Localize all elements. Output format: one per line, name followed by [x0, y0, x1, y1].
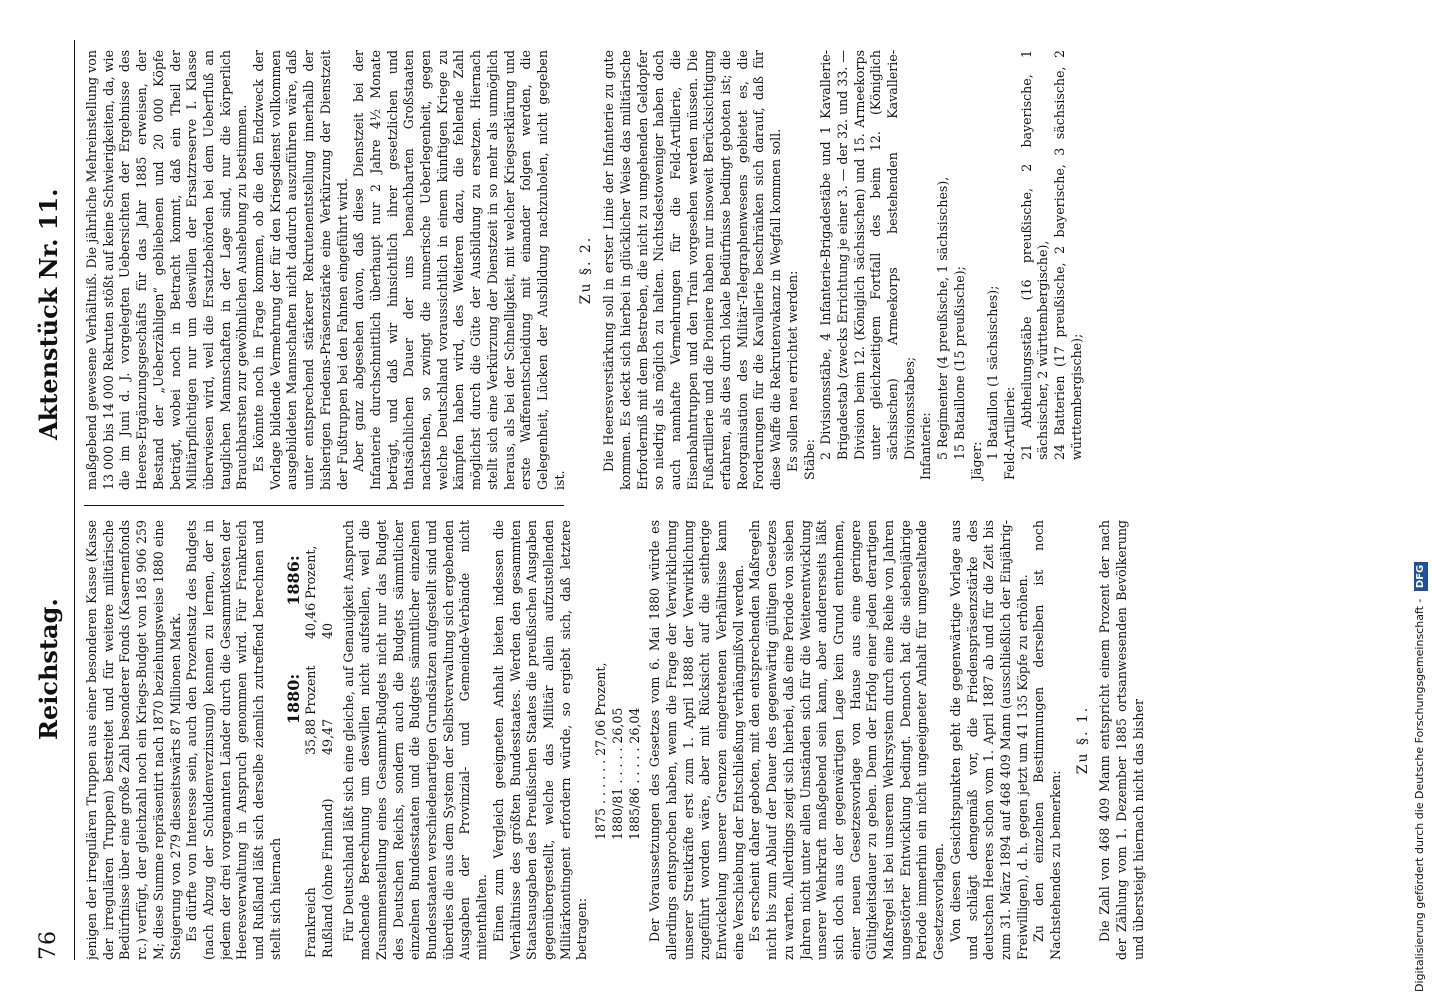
list-item: 15 Bataillone (15 preußische);: [951, 266, 967, 460]
list-item: 24 Batterien (17 preußische, 2 bayerische, 3 sächsische, 2 württembergische);: [1052, 50, 1084, 460]
digitization-credit-strip: [1408, 0, 1432, 1000]
ratio-row: 1885/86 . . . . . 26,04: [626, 707, 642, 840]
table-row: [303, 520, 320, 960]
rate-header-1886: 1886:: [284, 555, 304, 606]
rate-country: Frankreich: [303, 887, 319, 958]
paragraph: Für Deutschland läßt sich eine gleiche, auf Genauigkeit Anspruch machende Berechnung um deswillen nicht aufstellen, weil die Zusammenstellung eines Gesammt-Budgets nicht nur das Budget des Deutschen Reichs, sondern auch die Budgets sämmtlicher einzelnen Bundesstaaten und die Budgets sämmtlicher einzelnen Bundesstaaten verschiedenartigen Grundsätzen aufgestellt sind und überdies die aus dem System der Selbstverwaltung sich ergebenden Ausgaben der Provinzial- und Gemeinde-Verbände nicht mitenthalten.: [340, 520, 490, 960]
list-item: 1 Bataillon (1 sächsisches);: [985, 285, 1001, 460]
page-number: 76: [36, 930, 61, 960]
dfg-logo: DFG: [1414, 562, 1428, 591]
paragraph: Es sollen neu errichtet werden:: [784, 270, 800, 472]
rate-1886: 40,46 Prozent,: [303, 545, 319, 639]
header-left-title: Reichstag.: [34, 598, 63, 740]
header-right-title: Aktenstück Nr. 11.: [34, 188, 63, 440]
rate-1880: 49,47: [319, 718, 335, 755]
list-item: Jäger:: [968, 441, 984, 480]
paragraph: maßgebend gewesene Verhältniß. Die jährliche Mehreinstellung von 13 000 bis 14 000 Rekruten stößt auf keine Schwierigkeiten, da, wie die im Juni d. J. vorgelegten Uebersichten der Ergebnisse des Heeres-Ergänzungsgeschäfts für das Jahr 1885 erweisen, der Bestand der „Ueberzähligen“ gebliebenen und 20 000 Köpfe beträgt, wobei noch in Betracht kommt, daß ein Theil der Militärpflichtigen nur um deswillen der Ersatzreserve I. Klasse überwiesen wird, weil die Ersatzbehörden bei dem Ueberfluß an tauglichen Mannschaften in der Lage sind, nur die körperlich Brauchbarsten zur gewöhnlichen Aushebung zu bestimmen.: [84, 50, 250, 490]
rate-header-1880: 1880:: [284, 673, 304, 725]
paragraph: Es könnte noch in Frage kommen, ob die den Endzweck der Vorlage bildende Vermehrung der für den Kriegsdienst vollkommen ausgebildeten Mannschaften nicht dadurch auszuführen wäre, daß unter entsprechend stärkerer Rekrutenentstellung innerhalb der bisherigen Friedens-Präsenzstärke eine Verkürzung der Dienstzeit der Fußtruppen bei den Fahnen eingeführt wird.: [251, 50, 350, 490]
paragraph: Aber ganz abgesehen davon, daß diese Dienstzeit bei der Infanterie durchschnittlich überhaupt nur 2 Jahre 4½ Monate beträgt, und daß wir hinsichtlich ihrer gesetzlichen und thatsächlichen Dauer der uns benachbarten Großstaaten nachstehen, so zwingt die numerische Ueberlegenheit, gegen welche Deutschland voraussichtlich in einem künftigen Kriege zu kämpfen haben wird, des Weiteren dazu, die fehlende Zahl möglichst durch die Güte der Ausbildung zu ersetzen. Hiernach stellt sich eine Verkürzung der Dienstzeit in so mehr als unmöglich heraus, als bei der Schnelligkeit, mit welcher Kriegserklärung und erste Waffenentscheidung mit einander folgen werden, die Gelegenheit, Lücken der Ausbildung nachzuholen, nicht gegeben ist.: [351, 50, 567, 490]
paragraph: Einen zum Vergleich geeigneten Anhalt bieten indessen die Verhältnisse des größten Bundesstaates. Werden den gesammten Staatsausgaben des Preußischen Staates die preußischen Ausgaben gegenübergestellt, welche das Militär allein aufzustellenden Militärkontingent erfordern würde, so ergiebt sich, daß letztere betragen:: [490, 520, 590, 960]
unit-list: [802, 50, 1086, 490]
rate-1880: 35,88 Prozent: [303, 665, 319, 755]
paragraph: Von diesen Gesichtspunkten geht die gegenwärtige Vorlage aus und schlägt demgemäß vor, die Friedenspräsenzstärke des deutschen Heeres schon vom 1. April 1887 ab und für die Zeit bis zum 31. März 1894 auf 468 409 Mann (ausschließlich der Einjährig-Freiwilligen), d. h. gegen jetzt um 41 135 Köpfe zu erhöhen.: [947, 520, 1030, 960]
rate-country: Rußland (ohne Finnland): [319, 798, 335, 958]
rate-table: [286, 520, 336, 960]
text-columns: [84, 40, 1380, 960]
paragraph: Die Heeresverstärkung soll in erster Linie der Infanterie zu gute kommen. Es deckt sich hierbei in glücklicher Weise das militärische Erforderniß mit dem Bestreben, die nicht zu umgehenden Geldopfer so niedrig als möglich zu halten. Nichtsdestoweniger haben doch auch namhafte Vermehrungen für die Feld-Artillerie, die Eisenbahntruppen und den Train vorgesehen werden müssen. Die Fußartillerie und die Pioniere haben nur insoweit Berücksichtigung erfahren, als dies durch lokale Bedürfnisse bedingt geboten ist; die Reorganisation des Militär-Telegraphenwesens gebietet es, die Forderungen für die Kavallerie beschränken sich darauf, daß für diese Waffe die Rekrutenvakanz in Wegfall kommen soll.: [601, 50, 784, 490]
paragraph: Zu den einzelnen Bestimmungen derselben ist noch Nachstehendes zu bemerken:: [1031, 520, 1064, 960]
ratio-row: 1875 . . . . . . 27,06 Prozent,: [593, 662, 609, 840]
credit-text: Digitalisierung gefördert durch die Deutsche Forschungsgemeinschaft -: [1413, 598, 1426, 992]
digitization-credit: [1408, 0, 1432, 1000]
list-item: Infanterie:: [918, 412, 934, 480]
rate-1886: 40: [319, 622, 335, 639]
paragraph: Der Voraussetzungen des Gesetzes vom 6. Mai 1880 würde es allerdings entsprochen haben, wenn die Frage der Verwirklichung unserer Streitkräfte erst zum 1. April 1888 der Verwirklichung zugeführt worden wäre, aber mit Rücksicht auf die seitherige Entwickelung unserer Grenzen eingetretenen Verhältnisse kann eine Verschiebung der Entschließung verhängnißvoll werden.: [647, 520, 746, 960]
list-item: 2 Divisionsstäbe, 4 Infanterie-Brigadestäbe und 1 Kavallerie-Brigadestab (zwecks Errichtung je einer 3. — der 32. und 33. — Division beim 12. (Königlich sächsischen) und 15. Armeekorps unter gleichzeitigem Fortfall des beim 12. (Königlich sächsischen) Armeekorps bestehenden Kavallerie-Divisionsstabes;: [818, 50, 917, 460]
paragraph: jenigen der irregulären Truppen aus einer besonderen Kasse (Kasse der irregulären Truppen) bestreitet und für weitere militärische Bedürfnisse über eine große Zahl besonderer Fonds (Kasernenfonds rc.) verfügt, der gleichzahl noch ein Kriegs-Budget von 185 906 259 M; diese Summe repräsentirt nach 1870 beziehungsweise 1880 eine Steigerung von 279 diesseitswärts 87 Millionen Mark.: [84, 520, 183, 960]
list-item: 21 Abtheilungsstäbe (16 preußische, 2 bayerische, 1 sächsischer, 2 württembergische),: [1018, 50, 1051, 460]
paragraph: Es dürfte von Interesse sein, auch den Prozentsatz des Budgets (nach Abzug der Schuldenverzinsung) kennen zu lernen, der in jedem der drei vorgenannten Länder durch die Gesammtkosten der Heeresverwaltung in Anspruch genommen wird. Für Frankreich und Rußland läßt sich derselbe ziemlich zutreffend berechnen und stellt sich hiernach: [184, 520, 283, 960]
paragraph: Die Zahl von 468 409 Mann entspricht einem Prozent der nach der Zählung vom 1. Dezember 1885 ortsanwesenden Bevölkerung und übersteigt hiernach nicht das bisher: [1097, 520, 1146, 960]
column-right: [84, 50, 1380, 490]
page-header: [30, 40, 75, 960]
list-item: Stäbe:: [801, 439, 817, 480]
list-item: Feld-Artillerie:: [1001, 386, 1017, 480]
table-row: [320, 520, 337, 960]
column-left: [84, 520, 1380, 960]
ratio-row: 1880/81 . . . . . 26,05: [609, 707, 625, 840]
ratio-list: [593, 520, 643, 840]
section-title: Zu §. 1.: [1074, 705, 1091, 775]
section-title: Zu §. 2.: [578, 235, 595, 305]
list-item: 5 Regimenter (4 preußische, 1 sächsisches),: [935, 176, 951, 460]
paragraph: Es erscheint daher geboten, mit den entsprechenden Maßregeln nicht bis zum Ablauf der Dauer des gegenwärtig gültigen Gesetzes zu warten. Allerdings zeigt sich hierbei, daß eine Periode von sieben Jahren nicht unter allen Umständen sich für die Weiterentwicklung unserer Wehrkraft maßgebend sein kann, aber andererseits läßt sich doch aus der gegenwärtigen Lage kein Grund entnehmen, einer neuen Gesetzesvorlage von Hause aus eine geringere Gültigkeitsdauer zu geben. Denn der Erfolg einer jeden derartigen Maßregel ist bei unserem Wehrsystem durch eine Reihe von Jahren ungestörter Entwicklung bedingt. Dennoch hat die siebenjährige Periode immerhin ein nicht ungeeigneter Anhalt für umgestaltende Gesetzesvorlagen.: [747, 520, 947, 960]
column-divider: [84, 505, 564, 506]
